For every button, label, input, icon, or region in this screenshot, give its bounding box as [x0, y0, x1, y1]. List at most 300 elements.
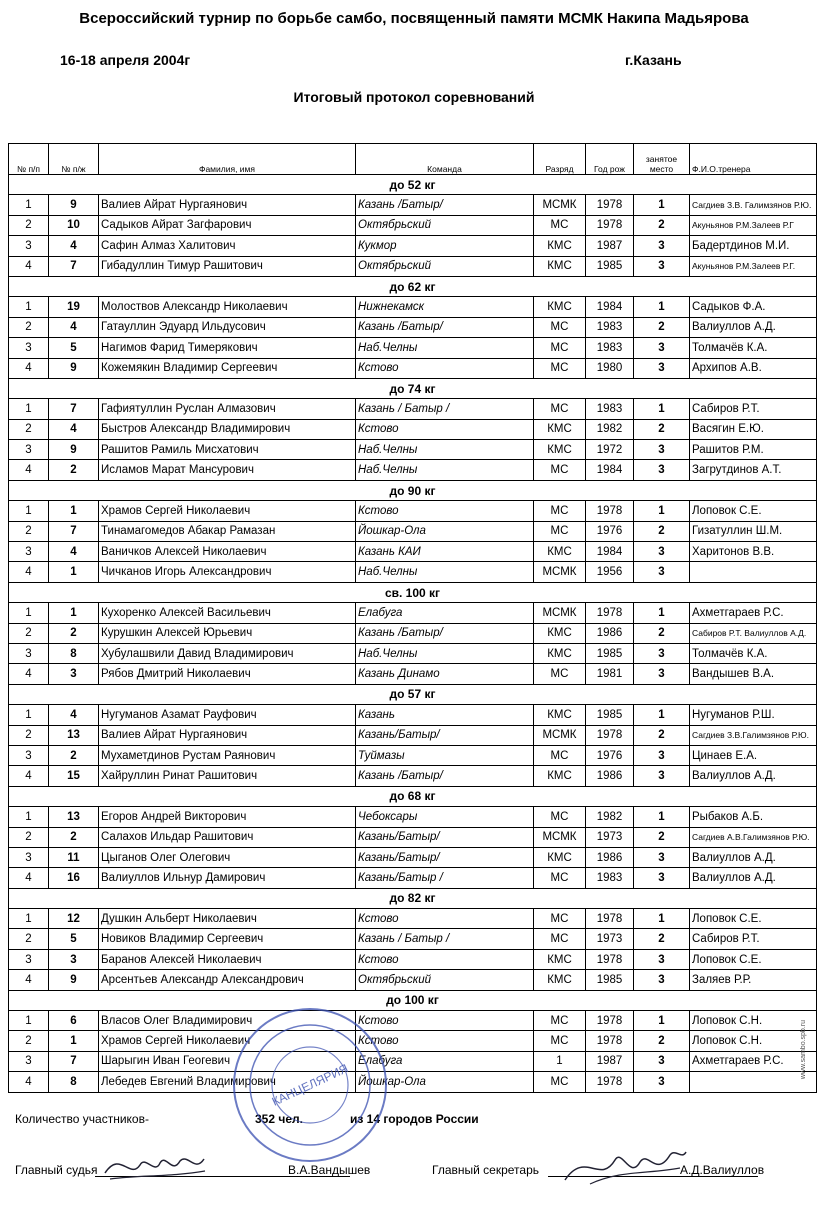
cell-num: 4	[9, 460, 49, 480]
cell-num: 1	[9, 909, 49, 929]
weight-class-row	[9, 582, 817, 602]
event-date: 16-18 апреля 2004г	[60, 52, 191, 68]
stamp-text: КАНЦЕЛЯРИЯ	[269, 1061, 351, 1109]
weight-class-label: до 57 кг	[9, 684, 817, 704]
event-city: г.Казань	[625, 52, 682, 68]
cell-team: Нижнекамск	[356, 297, 534, 317]
cell-team: Казань/Батыр/	[356, 847, 534, 867]
cell-rank: КМС	[534, 236, 586, 256]
cell-year: 1982	[586, 807, 634, 827]
participants-count: 352 чел.	[255, 1112, 303, 1126]
cell-name: Сафин Алмаз Халитович	[99, 236, 356, 256]
cell-draw: 9	[49, 358, 99, 378]
cell-coach: Рыбаков А.Б.	[690, 807, 817, 827]
table-row	[9, 970, 817, 990]
cell-team: Туймазы	[356, 745, 534, 765]
cell-year: 1986	[586, 623, 634, 643]
cell-coach: Сагдиев З.В.Галимзянов Р.Ю.	[690, 725, 817, 745]
cell-place: 2	[634, 725, 690, 745]
cell-coach: Сабиров Р.Т. Валиуллов А.Д.	[690, 623, 817, 643]
cell-rank: МСМК	[534, 827, 586, 847]
cell-num: 1	[9, 603, 49, 623]
cell-coach	[690, 1072, 817, 1092]
cell-place: 1	[634, 501, 690, 521]
cell-draw: 3	[49, 949, 99, 969]
cell-draw: 7	[49, 1051, 99, 1071]
cell-num: 4	[9, 562, 49, 582]
cell-draw: 2	[49, 827, 99, 847]
table-row	[9, 521, 817, 541]
cell-name: Баранов Алексей Николаевич	[99, 949, 356, 969]
chief-secretary-name: А.Д.Валиуллов	[680, 1163, 765, 1177]
cell-rank: МС	[534, 807, 586, 827]
table-row	[9, 807, 817, 827]
cell-draw: 16	[49, 868, 99, 888]
cell-place: 1	[634, 909, 690, 929]
cell-draw: 6	[49, 1011, 99, 1031]
cell-year: 1984	[586, 297, 634, 317]
table-row	[9, 745, 817, 765]
table-row	[9, 256, 817, 276]
cell-num: 1	[9, 705, 49, 725]
cell-num: 3	[9, 440, 49, 460]
cell-rank: 1	[534, 1051, 586, 1071]
cell-team: Кстово	[356, 949, 534, 969]
cell-team: Елабуга	[356, 1051, 534, 1071]
cell-rank: МС	[534, 868, 586, 888]
cell-num: 4	[9, 664, 49, 684]
cell-coach: Ахметгараев Р.С.	[690, 1051, 817, 1071]
protocol-subtitle: Итоговый протокол соревнований	[293, 89, 535, 105]
cell-draw: 11	[49, 847, 99, 867]
weight-class-label: до 74 кг	[9, 378, 817, 398]
cell-team: Казань/Батыр /	[356, 868, 534, 888]
cell-year: 1973	[586, 827, 634, 847]
cell-team: Наб.Челны	[356, 440, 534, 460]
cell-num: 3	[9, 1051, 49, 1071]
weight-class-row	[9, 378, 817, 398]
cell-year: 1978	[586, 1072, 634, 1092]
cell-year: 1986	[586, 766, 634, 786]
table-row	[9, 297, 817, 317]
cell-team: Октябрьский	[356, 215, 534, 235]
cell-year: 1985	[586, 643, 634, 663]
cell-num: 2	[9, 521, 49, 541]
weight-class-label: св. 100 кг	[9, 582, 817, 602]
cell-rank: МС	[534, 664, 586, 684]
cell-coach: Валиуллов А.Д.	[690, 317, 817, 337]
cell-draw: 4	[49, 317, 99, 337]
cell-place: 2	[634, 623, 690, 643]
cell-place: 3	[634, 664, 690, 684]
cell-draw: 1	[49, 603, 99, 623]
weight-class-row	[9, 888, 817, 908]
col-header-name: Фамилия, имя	[99, 144, 356, 175]
weight-class-row	[9, 990, 817, 1010]
weight-class-row	[9, 684, 817, 704]
cell-rank: КМС	[534, 949, 586, 969]
cell-year: 1976	[586, 745, 634, 765]
cell-num: 2	[9, 623, 49, 643]
cell-rank: МСМК	[534, 562, 586, 582]
cell-name: Салахов Ильдар Рашитович	[99, 827, 356, 847]
cell-name: Валиев Айрат Нургаянович	[99, 195, 356, 215]
cell-num: 3	[9, 847, 49, 867]
cell-year: 1984	[586, 542, 634, 562]
cell-coach: Акуньянов Р.М.Залеев Р.Г.	[690, 256, 817, 276]
cell-coach: Сабиров Р.Т.	[690, 929, 817, 949]
cell-name: Шарыгин Иван Геогевич	[99, 1051, 356, 1071]
cell-rank: МСМК	[534, 603, 586, 623]
cell-team: Кстово	[356, 1031, 534, 1051]
cell-rank: МС	[534, 399, 586, 419]
cell-name: Мухаметдинов Рустам Раянович	[99, 745, 356, 765]
cell-year: 1978	[586, 1031, 634, 1051]
table-row	[9, 705, 817, 725]
cell-place: 1	[634, 195, 690, 215]
cell-rank: МС	[534, 745, 586, 765]
cell-rank: МСМК	[534, 725, 586, 745]
cell-year: 1978	[586, 909, 634, 929]
cell-year: 1976	[586, 521, 634, 541]
weight-class-label: до 82 кг	[9, 888, 817, 908]
cell-place: 1	[634, 1011, 690, 1031]
cell-year: 1981	[586, 664, 634, 684]
cell-coach: Нугуманов Р.Ш.	[690, 705, 817, 725]
cell-num: 2	[9, 827, 49, 847]
cell-name: Валиуллов Ильнур Дамирович	[99, 868, 356, 888]
cell-year: 1983	[586, 868, 634, 888]
cell-place: 3	[634, 1072, 690, 1092]
table-row	[9, 827, 817, 847]
cell-num: 4	[9, 1072, 49, 1092]
cell-team: Кукмор	[356, 236, 534, 256]
cell-team: Наб.Челны	[356, 643, 534, 663]
cell-place: 2	[634, 521, 690, 541]
cell-name: Исламов Марат Мансурович	[99, 460, 356, 480]
cell-name: Нугуманов Азамат Рауфович	[99, 705, 356, 725]
cell-place: 3	[634, 766, 690, 786]
cell-place: 3	[634, 358, 690, 378]
cell-year: 1978	[586, 501, 634, 521]
cell-coach: Лоповок С.Е.	[690, 949, 817, 969]
cell-year: 1985	[586, 970, 634, 990]
cell-rank: КМС	[534, 847, 586, 867]
cell-rank: МС	[534, 358, 586, 378]
weight-class-row	[9, 175, 817, 195]
table-row	[9, 195, 817, 215]
cell-place: 1	[634, 399, 690, 419]
cell-rank: МС	[534, 460, 586, 480]
cell-draw: 4	[49, 542, 99, 562]
cell-place: 1	[634, 807, 690, 827]
col-header-draw: № п/ж	[49, 144, 99, 175]
cell-place: 3	[634, 256, 690, 276]
cell-team: Кстово	[356, 419, 534, 439]
cell-draw: 8	[49, 643, 99, 663]
cell-draw: 7	[49, 256, 99, 276]
cell-team: Казань КАИ	[356, 542, 534, 562]
cell-coach: Лоповок С.Н.	[690, 1011, 817, 1031]
table-row	[9, 501, 817, 521]
cell-name: Кухоренко Алексей Васильевич	[99, 603, 356, 623]
cell-year: 1978	[586, 1011, 634, 1031]
table-row	[9, 317, 817, 337]
cell-year: 1987	[586, 1051, 634, 1071]
cell-draw: 15	[49, 766, 99, 786]
cell-place: 3	[634, 236, 690, 256]
cell-name: Чичканов Игорь Александрович	[99, 562, 356, 582]
cell-draw: 4	[49, 419, 99, 439]
cell-team: Казань /Батыр/	[356, 766, 534, 786]
results-table	[8, 143, 817, 1093]
cell-place: 1	[634, 705, 690, 725]
cell-team: Наб.Челны	[356, 562, 534, 582]
cell-draw: 7	[49, 399, 99, 419]
cell-year: 1973	[586, 929, 634, 949]
cell-name: Арсентьев Александр Александрович	[99, 970, 356, 990]
table-row	[9, 1031, 817, 1051]
cell-coach: Садыков Ф.А.	[690, 297, 817, 317]
cell-name: Гафиятуллин Руслан Алмазович	[99, 399, 356, 419]
cell-coach: Архипов А.В.	[690, 358, 817, 378]
cell-num: 4	[9, 256, 49, 276]
cell-draw: 8	[49, 1072, 99, 1092]
cell-year: 1956	[586, 562, 634, 582]
cell-rank: КМС	[534, 705, 586, 725]
cell-place: 1	[634, 297, 690, 317]
weight-class-label: до 100 кг	[9, 990, 817, 1010]
cell-rank: КМС	[534, 419, 586, 439]
cell-team: Наб.Челны	[356, 460, 534, 480]
col-header-team: Команда	[356, 144, 534, 175]
table-row	[9, 460, 817, 480]
cell-draw: 7	[49, 521, 99, 541]
cell-rank: МС	[534, 215, 586, 235]
weight-class-label: до 90 кг	[9, 480, 817, 500]
col-header-rank: Разряд	[534, 144, 586, 175]
cell-name: Курушкин Алексей Юрьевич	[99, 623, 356, 643]
table-row	[9, 929, 817, 949]
weight-class-label: до 68 кг	[9, 786, 817, 806]
table-row	[9, 440, 817, 460]
cell-name: Нагимов Фарид Тимерякович	[99, 338, 356, 358]
cell-rank: КМС	[534, 256, 586, 276]
cell-num: 3	[9, 236, 49, 256]
cell-num: 2	[9, 725, 49, 745]
cell-team: Йошкар-Ола	[356, 1072, 534, 1092]
cell-coach: Харитонов В.В.	[690, 542, 817, 562]
cell-year: 1986	[586, 847, 634, 867]
cell-year: 1983	[586, 399, 634, 419]
cell-coach: Валиуллов А.Д.	[690, 766, 817, 786]
cell-year: 1983	[586, 317, 634, 337]
cell-draw: 4	[49, 705, 99, 725]
cell-place: 3	[634, 338, 690, 358]
cell-team: Казань /Батыр/	[356, 317, 534, 337]
cell-rank: МС	[534, 1011, 586, 1031]
cell-team: Елабуга	[356, 603, 534, 623]
cell-place: 2	[634, 929, 690, 949]
cell-team: Казань /Батыр/	[356, 623, 534, 643]
cell-draw: 3	[49, 664, 99, 684]
cell-coach	[690, 562, 817, 582]
cell-name: Ваничков Алексей Николаевич	[99, 542, 356, 562]
cell-name: Власов Олег Владимирович	[99, 1011, 356, 1031]
cell-year: 1985	[586, 256, 634, 276]
cell-year: 1978	[586, 603, 634, 623]
cell-year: 1985	[586, 705, 634, 725]
cell-name: Храмов Сергей Николаевич	[99, 1031, 356, 1051]
weight-class-row	[9, 276, 817, 296]
table-row	[9, 949, 817, 969]
cell-num: 2	[9, 929, 49, 949]
cell-rank: КМС	[534, 440, 586, 460]
col-header-num: № п/п	[9, 144, 49, 175]
cell-place: 3	[634, 643, 690, 663]
cell-num: 2	[9, 317, 49, 337]
cell-rank: МС	[534, 909, 586, 929]
cell-year: 1978	[586, 725, 634, 745]
weight-class-label: до 52 кг	[9, 175, 817, 195]
cell-coach: Толмачёв К.А.	[690, 643, 817, 663]
cell-team: Кстово	[356, 1011, 534, 1031]
table-row	[9, 643, 817, 663]
cell-team: Чебоксары	[356, 807, 534, 827]
col-header-coach: Ф.И.О.тренера	[690, 144, 817, 175]
table-row	[9, 399, 817, 419]
cell-name: Рябов Дмитрий Николаевич	[99, 664, 356, 684]
cell-coach: Сабиров Р.Т.	[690, 399, 817, 419]
cell-draw: 2	[49, 623, 99, 643]
cell-team: Октябрьский	[356, 256, 534, 276]
cell-rank: МСМК	[534, 195, 586, 215]
col-header-year: Год рож	[586, 144, 634, 175]
cell-name: Цыганов Олег Олегович	[99, 847, 356, 867]
cell-place: 3	[634, 542, 690, 562]
side-watermark: www.sambo.spb.ru	[800, 1020, 807, 1080]
cell-name: Молоствов Александр Николаевич	[99, 297, 356, 317]
cell-coach: Лоповок С.Е.	[690, 909, 817, 929]
table-row	[9, 725, 817, 745]
cell-coach: Валиуллов А.Д.	[690, 847, 817, 867]
cell-coach: Цинаев Е.А.	[690, 745, 817, 765]
cell-draw: 10	[49, 215, 99, 235]
judge-signature	[100, 1145, 210, 1185]
cell-name: Новиков Владимир Сергеевич	[99, 929, 356, 949]
cell-num: 2	[9, 215, 49, 235]
cell-team: Йошкар-Ола	[356, 521, 534, 541]
weight-class-label: до 62 кг	[9, 276, 817, 296]
cell-num: 1	[9, 399, 49, 419]
cell-rank: МС	[534, 1031, 586, 1051]
cell-draw: 5	[49, 929, 99, 949]
cell-coach: Бадертдинов М.И.	[690, 236, 817, 256]
cell-name: Егоров Андрей Викторович	[99, 807, 356, 827]
participants-label: Количество участников-	[15, 1112, 149, 1126]
cell-name: Лебедев Евгений Владимирович	[99, 1072, 356, 1092]
cell-team: Октябрьский	[356, 970, 534, 990]
cell-name: Гибадуллин Тимур Рашитович	[99, 256, 356, 276]
cell-coach: Сагдиев З.В. Галимзянов Р.Ю.	[690, 195, 817, 215]
results-table-wrapper	[8, 143, 816, 1093]
cell-coach: Ахметгараев Р.С.	[690, 603, 817, 623]
cell-place: 2	[634, 215, 690, 235]
cell-draw: 9	[49, 440, 99, 460]
table-row	[9, 236, 817, 256]
cell-num: 1	[9, 297, 49, 317]
cell-team: Казань	[356, 705, 534, 725]
cell-year: 1984	[586, 460, 634, 480]
cell-rank: КМС	[534, 297, 586, 317]
cell-coach: Вандышев В.А.	[690, 664, 817, 684]
cell-team: Казань/Батыр/	[356, 725, 534, 745]
table-row	[9, 1011, 817, 1031]
table-row	[9, 542, 817, 562]
cell-num: 2	[9, 419, 49, 439]
cell-team: Кстово	[356, 358, 534, 378]
cell-draw: 13	[49, 807, 99, 827]
cell-num: 2	[9, 1031, 49, 1051]
cell-num: 4	[9, 970, 49, 990]
cell-place: 3	[634, 970, 690, 990]
table-row	[9, 215, 817, 235]
cell-name: Кожемякин Владимир Сергеевич	[99, 358, 356, 378]
cell-coach: Толмачёв К.А.	[690, 338, 817, 358]
table-row	[9, 358, 817, 378]
cell-draw: 9	[49, 970, 99, 990]
cell-year: 1978	[586, 215, 634, 235]
cell-coach: Валиуллов А.Д.	[690, 868, 817, 888]
table-row	[9, 623, 817, 643]
cell-rank: КМС	[534, 623, 586, 643]
cell-place: 2	[634, 827, 690, 847]
table-row	[9, 766, 817, 786]
col-header-place: занятое место	[634, 144, 690, 175]
cell-num: 3	[9, 745, 49, 765]
cell-name: Гатауллин Эдуард Ильдусович	[99, 317, 356, 337]
cell-place: 3	[634, 949, 690, 969]
cell-year: 1978	[586, 949, 634, 969]
cell-name: Хайруллин Ринат Рашитович	[99, 766, 356, 786]
cell-draw: 19	[49, 297, 99, 317]
cell-place: 3	[634, 868, 690, 888]
cell-place: 3	[634, 1051, 690, 1071]
cell-place: 2	[634, 1031, 690, 1051]
table-row	[9, 562, 817, 582]
cell-team: Кстово	[356, 501, 534, 521]
cell-draw: 1	[49, 562, 99, 582]
cell-draw: 5	[49, 338, 99, 358]
cell-coach: Загрутдинов А.Т.	[690, 460, 817, 480]
cell-place: 3	[634, 460, 690, 480]
cell-num: 1	[9, 807, 49, 827]
cell-place: 3	[634, 745, 690, 765]
cell-year: 1983	[586, 338, 634, 358]
cell-year: 1972	[586, 440, 634, 460]
cell-place: 3	[634, 847, 690, 867]
cell-place: 2	[634, 419, 690, 439]
cell-rank: КМС	[534, 970, 586, 990]
cell-coach: Сагдиев А.В.Галимзянов Р.Ю.	[690, 827, 817, 847]
cell-rank: КМС	[534, 766, 586, 786]
secretary-signature	[560, 1140, 690, 1190]
cell-name: Валиев Айрат Нургаянович	[99, 725, 356, 745]
cell-coach: Рашитов Р.М.	[690, 440, 817, 460]
table-row	[9, 1072, 817, 1092]
cell-team: Кстово	[356, 909, 534, 929]
results-body	[9, 175, 817, 1093]
